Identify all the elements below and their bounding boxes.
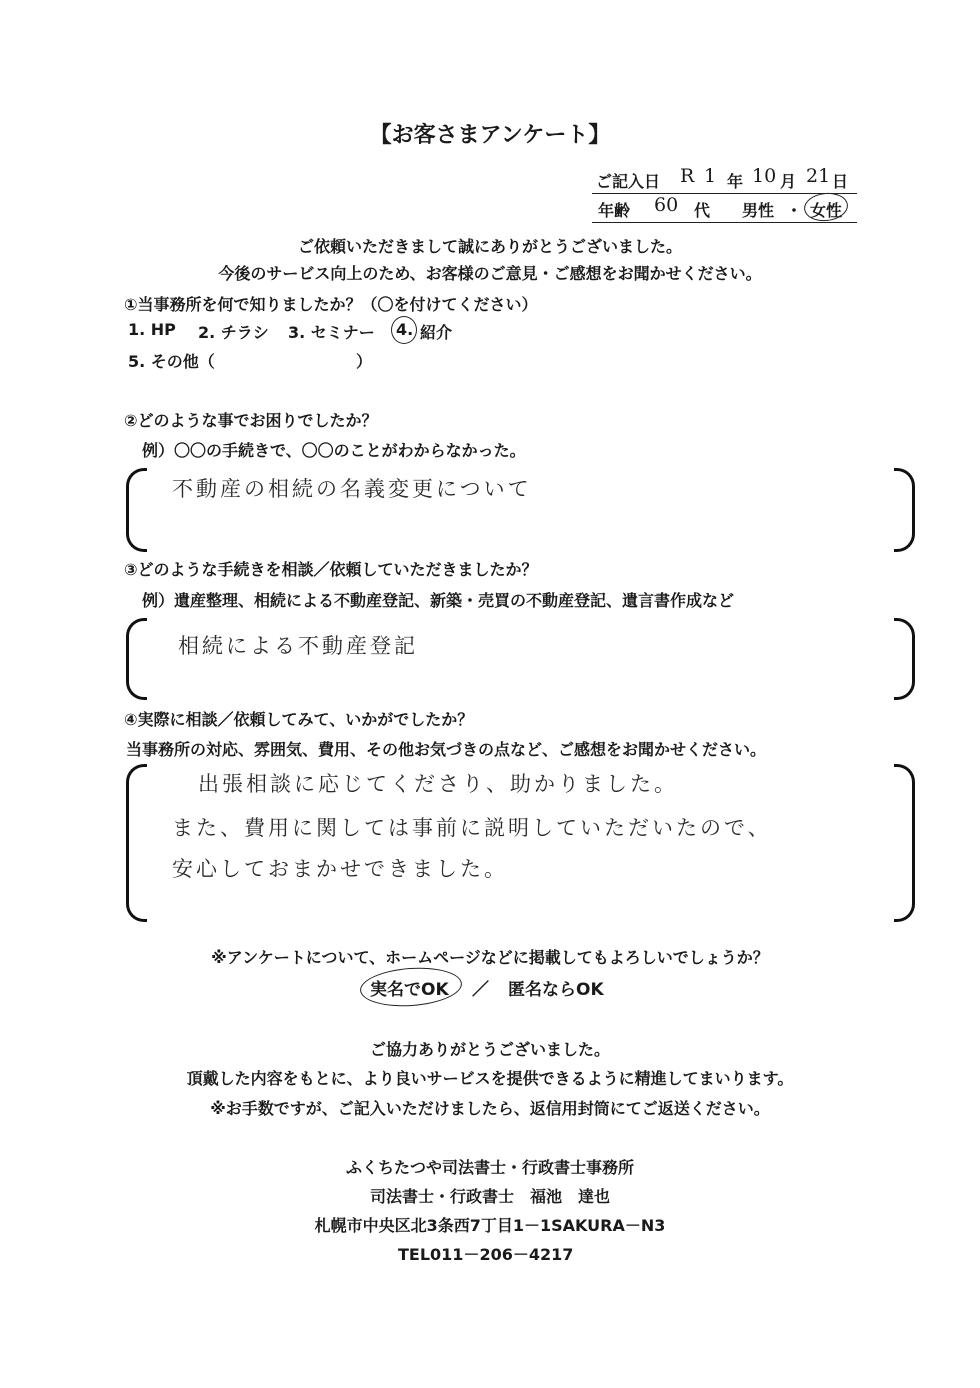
gender-separator: ・ [786, 201, 803, 220]
q4-bracket-left [126, 764, 147, 922]
q2-bracket-left [126, 468, 147, 552]
date-row [592, 165, 857, 194]
consent-slash: ／ [472, 980, 489, 1000]
greeting-line-1: ご依頼いただきまして誠にありがとうございました。 [297, 237, 682, 256]
q1-option-seminar: 3. セミナー [288, 323, 375, 342]
age-label: 年齢 [598, 201, 631, 220]
q2-answer: 不動産の相続の名義変更について [172, 477, 532, 501]
date-label: ご記入日 [596, 172, 661, 191]
q4-question: ④実際に相談／依頼してみて、いかがでしたか？ [124, 710, 474, 729]
q4-answer-line-2: また、費用に関しては事前に説明していただいたので、 [172, 816, 772, 840]
q4-answer-line-3: 安心しておまかせできました。 [172, 857, 508, 881]
closing-line-3: ※お手数ですが、ご記入いただけましたら、返信用封筒にてご返送ください。 [210, 1099, 770, 1118]
office-address: 札幌市中央区北3条西7丁目1－1SAKURA－N3 [314, 1216, 666, 1235]
year-value: 1 [704, 165, 717, 187]
survey-title: 【お客さまアンケート】 [369, 123, 611, 148]
q2-bracket-right [894, 468, 915, 552]
q4-bracket-right [894, 764, 915, 922]
q3-example: 例）遺産整理、相続による不動産登記、新築・売買の不動産登記、遺言書作成など [142, 591, 735, 610]
office-representative: 司法書士・行政書士 福池 達也 [369, 1187, 610, 1206]
q4-example: 当事務所の対応、雰囲気、費用、その他お気づきの点など、ご感想をお聞かせください。 [126, 740, 767, 759]
q1-option-flyer: 2. チラシ [198, 323, 269, 342]
consent-anonymous-option: 匿名ならOK [508, 980, 604, 1000]
q2-example: 例）〇〇の手続きで、〇〇のことがわからなかった。 [142, 441, 526, 460]
consent-real-name-option: 実名でOK [370, 980, 449, 1000]
q3-bracket-left [126, 618, 147, 700]
consent-question: ※アンケートについて、ホームページなどに掲載してもよろしいでしょうか？ [211, 948, 769, 967]
male-option: 男性 [742, 201, 775, 220]
female-option: 女性 [810, 201, 843, 220]
office-tel: TEL011－206－4217 [398, 1245, 574, 1264]
closing-line-1: ご協力ありがとうございました。 [369, 1040, 610, 1059]
real-name-circle-mark [359, 964, 463, 1009]
q3-bracket-right [894, 618, 915, 700]
q1-option-referral-number: 4. [396, 320, 414, 339]
q1-option-referral: 紹介 [420, 323, 453, 342]
day-label: 日 [832, 172, 849, 191]
referral-circle-mark [391, 316, 417, 344]
greeting-line-2: 今後のサービス向上のため、お客様のご意見・ご感想をお聞かせください。 [218, 264, 762, 283]
q1-option-other: 5. その他（ [128, 352, 215, 371]
age-suffix: 代 [694, 201, 711, 220]
q1-other-close: ） [356, 352, 373, 371]
month-value: 10 [752, 165, 777, 187]
q1-question: ①当事務所を何で知りましたか？（〇を付けてください） [124, 295, 538, 314]
era-value: R [680, 165, 695, 187]
q4-answer-line-1: 出張相談に応じてくださり、助かりました。 [198, 772, 678, 796]
day-value: 21 [806, 165, 831, 187]
q1-option-hp: 1. HP [128, 320, 176, 339]
q3-question: ③どのような手続きを相談／依頼していただきましたか？ [124, 560, 538, 579]
age-value: 60 [654, 194, 679, 216]
year-label: 年 [727, 172, 744, 191]
office-name: ふくちたつや司法書士・行政書士事務所 [345, 1158, 634, 1177]
closing-line-2: 頂戴した内容をもとに、より良いサービスを提供できるように精進してまいります。 [186, 1069, 794, 1088]
q2-question: ②どのような事でお困りでしたか？ [124, 411, 378, 430]
month-label: 月 [780, 172, 797, 191]
q3-answer: 相続による不動産登記 [178, 634, 418, 658]
